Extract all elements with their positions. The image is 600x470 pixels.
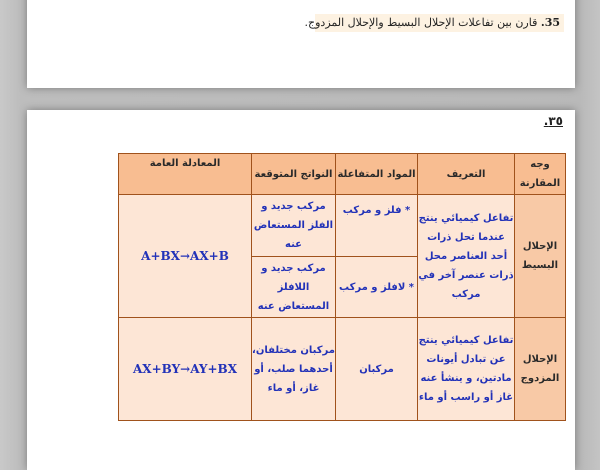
products-single-nonmetal: مركب جديد و اللافلز المستعاض عنه: [252, 257, 336, 318]
answer-number: ٣٥.: [543, 114, 563, 128]
comparison-table: [118, 153, 566, 421]
header-reactants: المواد المتفاعلة: [336, 154, 418, 195]
answer-page: [27, 110, 575, 470]
table-row: [119, 195, 566, 257]
question-35: [304, 14, 564, 32]
header-definition: التعريف: [418, 154, 515, 195]
question-number: 35.: [540, 16, 560, 29]
question-text: قارن بين تفاعلات الإحلال البسيط والإحلال المزدوج.: [304, 16, 538, 29]
reactants-single-metal: * فلز و مركب: [336, 195, 418, 257]
definition-double: تفاعل كيميائي ينتج عن تبادل أيونات مادتين، و ينشأ عنه غاز أو راسب أو ماء: [418, 318, 515, 421]
reactants-single-nonmetal: * لافلز و مركب: [336, 257, 418, 318]
equation-single: A+BX→AX+B: [119, 195, 252, 318]
header-products: النواتج المتوقعة: [252, 154, 336, 195]
row-label-single: الإحلال البسيط: [515, 195, 566, 318]
table-row: [119, 318, 566, 421]
definition-single: تفاعل كيميائي ينتج عندما تحل ذرات أحد العناصر محل ذرات عنصر آخر في مركب: [418, 195, 515, 318]
row-label-double: الإحلال المزدوج: [515, 318, 566, 421]
header-equation: المعادلة العامة: [119, 154, 252, 195]
header-aspect: وجه المقارنة: [515, 154, 566, 195]
table-header-row: [119, 154, 566, 195]
products-single-metal: مركب جديد و الفلز المستعاض عنه: [252, 195, 336, 257]
equation-double: AX+BY→AY+BX: [119, 318, 252, 421]
products-double: مركبان مختلفان، أحدهما صلب، أو غاز، أو ماء: [252, 318, 336, 421]
reactants-double: مركبان: [336, 318, 418, 421]
question-page: [27, 0, 575, 88]
